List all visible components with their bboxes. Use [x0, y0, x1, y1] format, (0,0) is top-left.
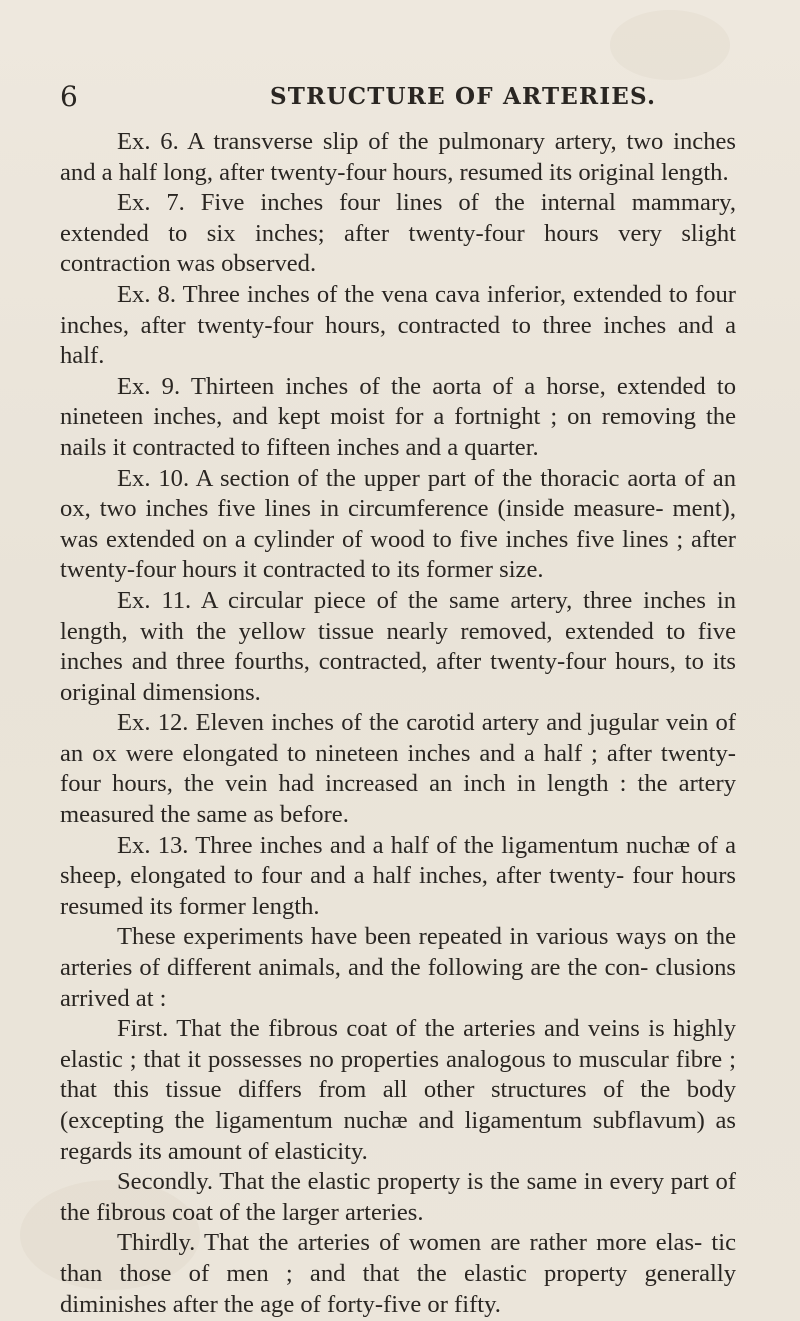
- paragraph-ex-11: Ex. 11. A circular piece of the same artery, three inches in length, with the yellow tissue nearly removed, extended to five inches and three fourths, contracted, after twenty-four hours, to its original dimensions.: [60, 586, 736, 706]
- paper-stain: [610, 10, 730, 80]
- paragraph-conclusion-second: Secondly. That the elastic property is the same in every part of the fibrous coat of the larger arteries.: [60, 1168, 736, 1226]
- paragraph-ex-6: Ex. 6. A transverse slip of the pulmonary artery, two inches and a half long, after twenty-four hours, resumed its original length.: [60, 128, 736, 186]
- paragraph-conclusion-third: Thirdly. That the arteries of women are rather more elas- tic than those of men ; and that the elastic property generally diminishes after the age of forty-five or fifty.: [60, 1229, 736, 1318]
- page-header: [60, 80, 740, 114]
- running-title: STRUCTURE OF ARTERIES.: [270, 83, 657, 110]
- paragraph-ex-7: Ex. 7. Five inches four lines of the internal mammary, extended to six inches; after twenty-four hours very slight contraction was observed.: [60, 189, 736, 278]
- paragraph-ex-10: Ex. 10. A section of the upper part of the thoracic aorta of an ox, two inches five lines in circumference (inside measure- ment), was extended on a cylinder of wood to five inches five lines ; after twenty-four hours it contracted to its former size.: [60, 464, 736, 584]
- paragraph-ex-9: Ex. 9. Thirteen inches of the aorta of a horse, extended to nineteen inches, and kept moist for a fortnight ; on removing the nails it contracted to fifteen inches and a quarter.: [60, 372, 736, 461]
- paragraph-ex-8: Ex. 8. Three inches of the vena cava inferior, extended to four inches, after twenty-four hours, contracted to three inches and a half.: [60, 280, 736, 370]
- body-text: [60, 127, 736, 1320]
- paragraph-ex-12: Ex. 12. Eleven inches of the carotid artery and jugular vein of an ox were elongated to nineteen inches and a half ; after twenty-four hours, the vein had increased an inch in length : the artery measured the same as before.: [60, 709, 736, 829]
- paragraph-ex-13: Ex. 13. Three inches and a half of the ligamentum nuchæ of a sheep, elongated to four and a half inches, after twenty- four hours resumed its former length.: [60, 831, 736, 920]
- paragraph-conclusion-first: First. That the fibrous coat of the arteries and veins is highly elastic ; that it possesses no properties analogous to muscular fibre ; that this tissue differs from all other structures of the body (excepting the ligamentum nuchæ and ligamentum subflavum) as regards its amount of elasticity.: [60, 1015, 736, 1165]
- paragraph-summary-intro: These experiments have been repeated in various ways on the arteries of different animals, and the following are the con- clusions arrived at :: [60, 923, 736, 1012]
- page-number: 6: [60, 80, 78, 113]
